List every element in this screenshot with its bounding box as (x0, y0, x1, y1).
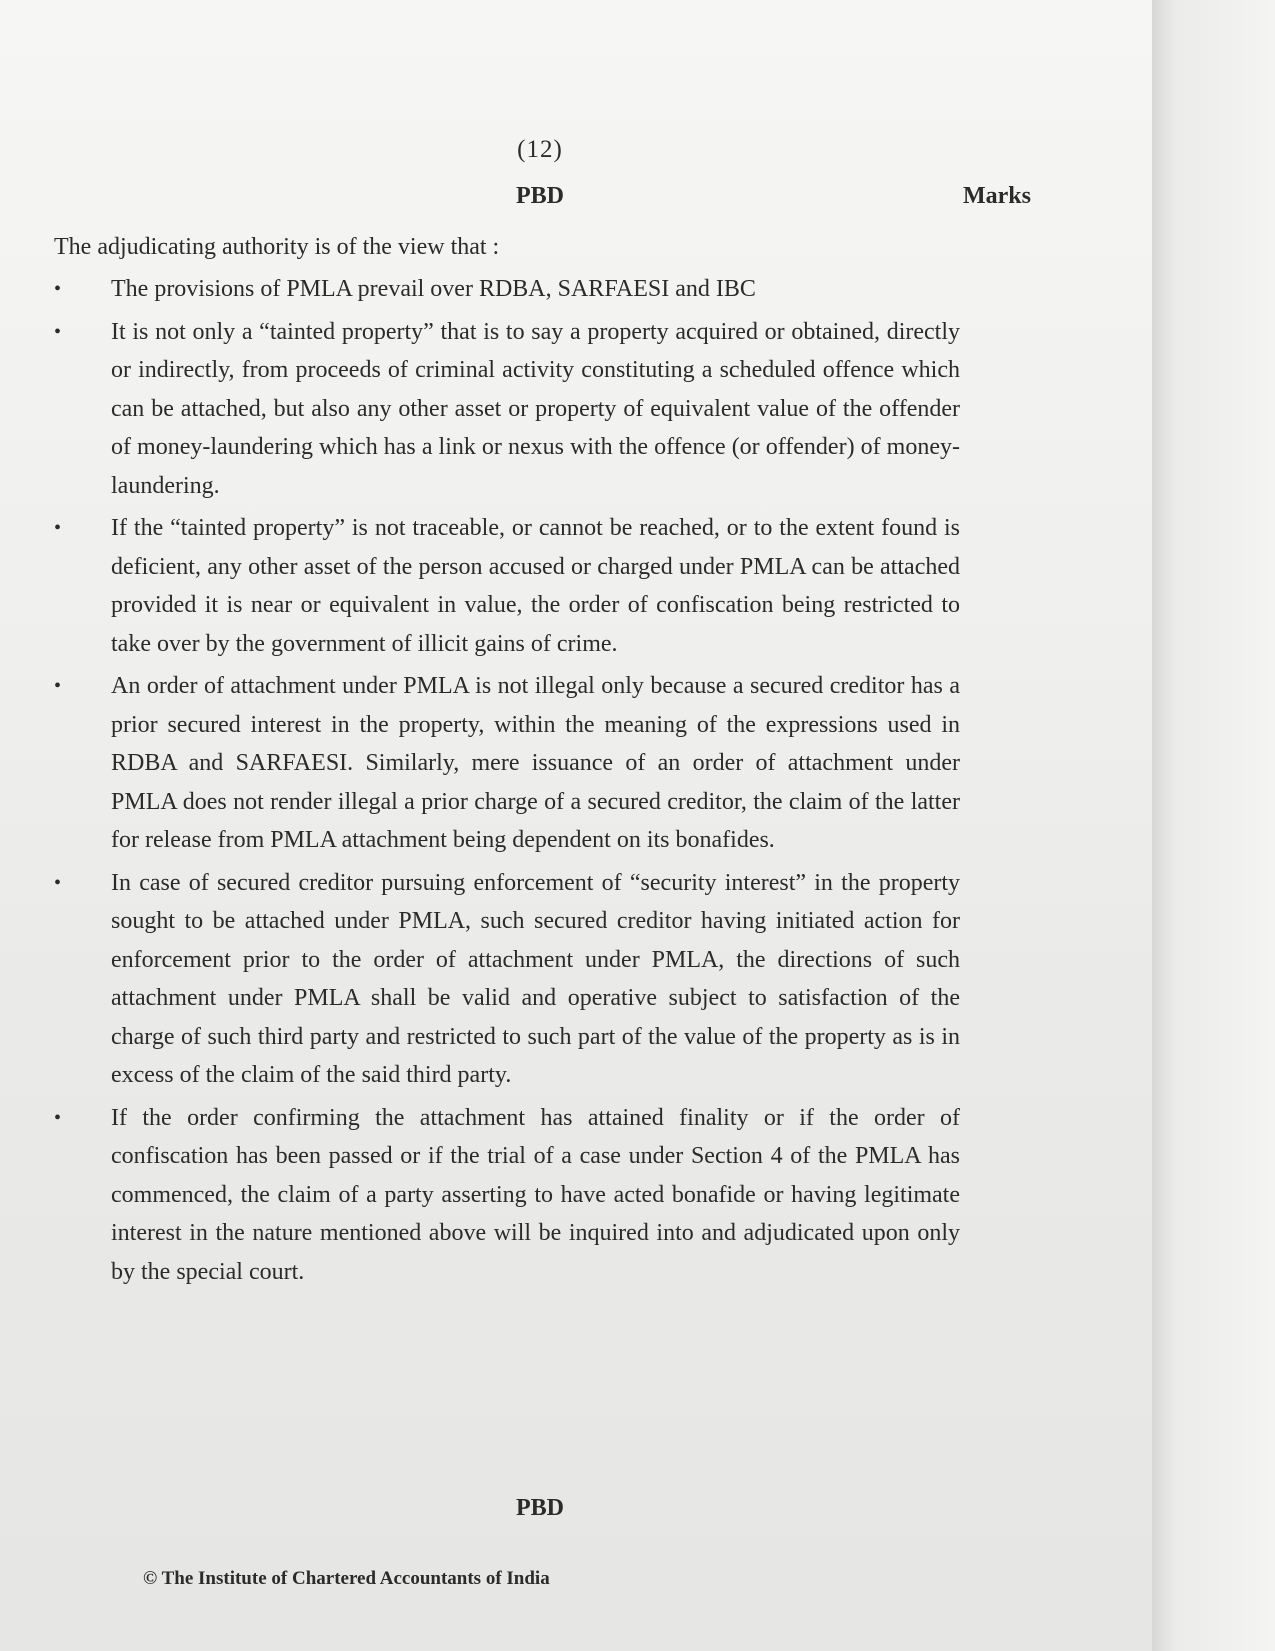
copyright-notice: © The Institute of Chartered Accountants of India (143, 1568, 550, 1589)
intro-paragraph: The adjudicating authority is of the view that : (54, 234, 500, 260)
bullet-item (0, 667, 960, 860)
bullet-text: An order of attachment under PMLA is not illegal only because a secured creditor has a prior secured interest in the property, within the meaning of the expressions used in RDBA and SARFAESI. Similarly, mere issuance of an order of attachment under PMLA does not render illegal a prior charge of a secured creditor, the claim of the latter for release from PMLA attachment being dependent on its bonafides. (111, 673, 960, 853)
page-edge-shadow (1152, 0, 1275, 1651)
bullet-icon: • (54, 320, 62, 343)
bullet-item (0, 270, 960, 309)
bullet-item (0, 1099, 960, 1292)
paper-code-footer: PBD (516, 1495, 564, 1521)
bullet-item (0, 313, 960, 506)
bullet-icon: • (54, 871, 62, 894)
page-number: (12) (517, 136, 563, 163)
bullet-text: The provisions of PMLA prevail over RDBA, SARFAESI and IBC (111, 276, 756, 302)
bullet-text: If the order confirming the attachment has attained finality or if the order of confiscation has been passed or if the trial of a case under Section 4 of the PMLA has commenced, the claim of a party asserting to have acted bonafide or having legitimate interest in the nature mentioned above will be inquired into and adjudicated upon only by the special court. (111, 1104, 960, 1285)
bullet-icon: • (54, 278, 62, 300)
bullet-text: In case of secured creditor pursuing enforcement of “security interest” in the property sought to be attached under PMLA, such secured creditor having initiated action for enforcement prior to the order of attachment under PMLA, the directions of such attachment under PMLA shall be valid and operative subject to satisfaction of the charge of such third party and restricted to such part of the value of the property as is in excess of the claim of the said third party. (111, 869, 960, 1088)
bullet-icon: • (54, 517, 62, 539)
bullet-icon: • (54, 675, 62, 697)
marks-column-label: Marks (963, 183, 1031, 209)
bullet-item (0, 864, 960, 1095)
paper-code-header: PBD (516, 183, 564, 209)
bullet-list (0, 270, 960, 1295)
bullet-text: If the “tainted property” is not traceable, or cannot be reached, or to the extent found is deficient, any other asset of the person accused or charged under PMLA can be attached provided it is near or equivalent in value, the order of confiscation being restricted to take over by the government of illicit gains of crime. (111, 515, 960, 657)
bullet-text: It is not only a “tainted property” that is to say a property acquired or obtained, directly or indirectly, from proceeds of criminal activity constituting a scheduled offence which can be attached, but also any other asset or property of equivalent value of the offender of money-laundering which has a link or nexus with the offence (or offender) of money-laundering. (111, 318, 960, 499)
bullet-item (0, 509, 960, 663)
bullet-icon: • (54, 1106, 62, 1129)
